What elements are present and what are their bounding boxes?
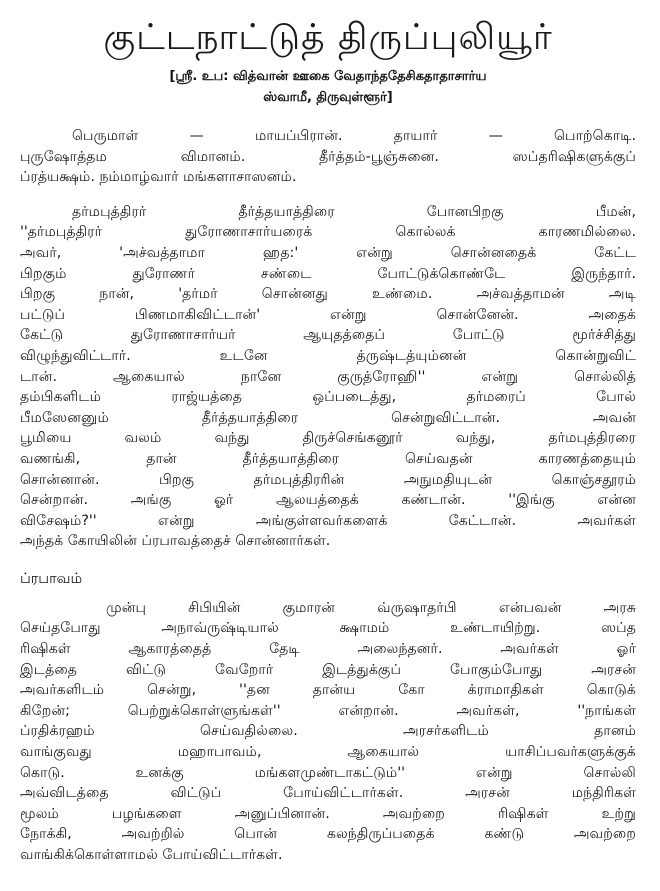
paragraph-line: நோக்கி, அவற்றில் பொன் கலந்திருப்பதைக் கண்டு அவற்றை [20, 826, 636, 843]
paragraph-line: அந்தக் கோயிலின் ப்ரபாவத்தைச் சொன்னார்கள். [20, 533, 331, 550]
paragraph-line: ப்ரத்யக்ஷம். நம்மாழ்வார் மங்களாசாஸனம். [20, 169, 297, 186]
paragraph-line: பிறகும் துரோணர் சண்டை போட்டுக்கொண்டே இருந்தார். [20, 265, 636, 282]
paragraph-line: அவர்களிடம் சென்று, ''தன தான்ய கோ க்ராமாதிகள் கொடுக் [20, 682, 636, 699]
paragraph-line: இடத்தை விட்டு வேறோர் இடத்துக்குப் போகும்போது அரசன் [20, 661, 636, 678]
byline-line: [ஸ்ரீ. உப: வித்வான் ஊகை வேதாந்ததேசிகதாதாசார்ய [169, 69, 487, 84]
paragraph-line: பீமஸேனனும் தீர்த்தயாத்திரை சென்றுவிட்டான். அவன் [20, 409, 636, 426]
paragraph-line: அவர், 'அச்வத்தாமா ஹத:' என்று சொன்னதைக் கேட்ட [20, 244, 636, 261]
paragraph-line: ரிஷிகள் ஆகாரத்தைத் தேடி அலைந்தனர். அவர்கள் ஓர் [20, 641, 636, 658]
story-paragraph [20, 202, 636, 552]
paragraph-line: அவ்விடத்தை விட்டுப் போய்விட்டார்கள். அரசன் மந்திரிகள் [20, 785, 636, 802]
paragraph-line: பிறகு நான், 'தர்மர் சொன்னது உண்மை. அச்வத்தாமன் அடி [20, 286, 636, 303]
paragraph-line: விழுந்துவிட்டார். உடனே த்ருஷ்டத்யும்னன் கொன்றுவிட் [20, 347, 636, 364]
paragraph-line: கிறேன்; பெற்றுக்கொள்ளுங்கள்'' என்றான். அவர்கள், ''நாங்கள் [20, 702, 636, 719]
byline-line: ஸ்வாமீ, திருவுள்ளூர்] [263, 90, 393, 105]
paragraph-line: விசேஷம்?'' என்று அங்குள்ளவர்களைக் கேட்டான். அவர்கள் [20, 512, 636, 529]
paragraph-line: ப்ரதிக்ரஹம் செய்வதில்லை. அரசர்களிடம் தானம் [20, 723, 636, 740]
paragraph-line: பெருமாள் — மாயப்பிரான். தாயார் — பொற்கொடி. [72, 128, 636, 144]
paragraph-line: தர்மபுத்திரர் தீர்த்தயாத்திரை போனபிறகு பீமன், [72, 203, 636, 220]
paragraph-line: தம்பிகளிடம் ராஜ்யத்தை ஒப்படைத்து, தர்மரைப் போல் [20, 389, 636, 406]
author-byline [20, 66, 636, 108]
paragraph-line: பூமியை வலம் வந்து திருச்செங்கனூர் வந்து, தர்மபுத்திரரை [20, 430, 636, 447]
paragraph-line: கேட்டு துரோணாசார்யர் ஆயுதத்தைப் போட்டு மூர்ச்சித்து [20, 327, 636, 344]
paragraph-line: சென்றான். அங்கு ஓர் ஆலயத்தைக் கண்டான். ''இங்கு என்ன [20, 492, 636, 509]
paragraph-line: வாங்கிக்கொள்ளாமல் போய்விட்டார்கள். [20, 847, 283, 863]
paragraph-line: டான். ஆகையால் நானே குருத்ரோஹி'' என்று சொல்லித் [20, 368, 636, 385]
prabhavam-paragraph [20, 598, 636, 866]
paragraph-line: முன்பு சிபியின் குமாரன் வ்ருஷாதர்பி என்பவன் அரசு [106, 599, 636, 616]
paragraph-line: புருஷோத்தம விமானம். தீர்த்தம்-பூஞ்சுனை. ஸப்தரிஷிகளுக்குப் [20, 148, 636, 165]
article-title: குட்டநாட்டுத் திருப்புலியூர் [103, 17, 553, 58]
paragraph-line: மூலம் பழங்களை அனுப்பினான். அவற்றை ரிஷிகள் உற்று [20, 805, 636, 822]
paragraph-line: கொடு. உனக்கு மங்களமுண்டாகட்டும்'' என்று சொல்லி [20, 764, 636, 781]
paragraph-line: பட்டுப் பிணமாகிவிட்டான்' என்று சொன்னேன். அதைக் [20, 306, 636, 323]
paragraph-line: சொன்னான். பிறகு தர்மபுத்திரரின் அநுமதியுடன் கொஞ்சதூரம் [20, 471, 636, 488]
paragraph-line: வாங்குவது மஹாபாவம், ஆகையால் யாசிப்பவர்களுக்குக் [20, 744, 636, 761]
paragraph-line: செய்தபோது அநாவ்ருஷ்டியால் க்ஷாமம் உண்டாயிற்று. ஸப்த [20, 620, 636, 637]
section-heading: ப்ரபாவம் [20, 570, 83, 587]
paragraph-line: ''தர்மபுத்திரர் துரோணாசார்யரைக் கொல்லக் காரணமில்லை. [20, 224, 636, 241]
temple-details-paragraph [20, 126, 636, 188]
paragraph-line: வணங்கி, தான் தீர்த்தயாத்திரை செய்வதன் காரணத்தையும் [20, 450, 636, 467]
